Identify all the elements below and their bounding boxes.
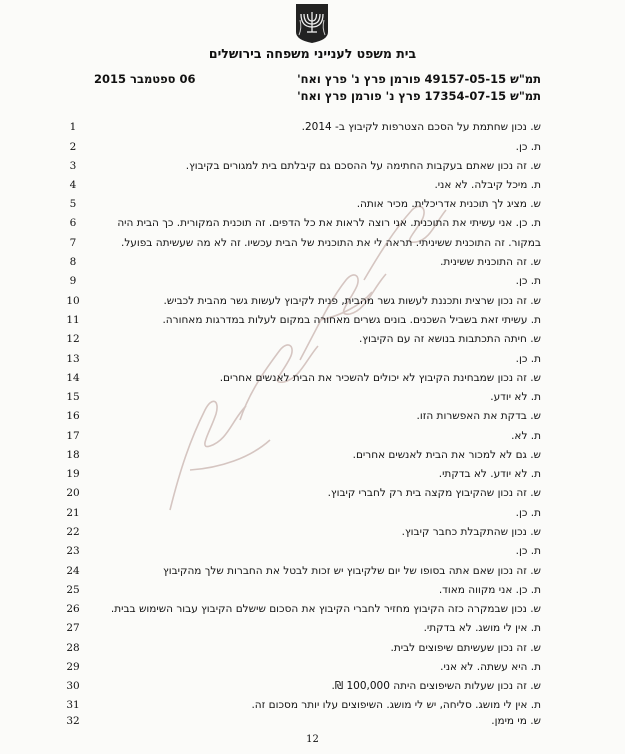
transcript-line bbox=[0, 237, 625, 255]
transcript-line bbox=[0, 295, 625, 313]
line-text: ת. כן. bbox=[515, 141, 541, 153]
line-text: ת. אין לי מושג. סליחה, יש לי מושג. השיפוצים עלו יותר מסכום זה. bbox=[251, 699, 541, 711]
transcript-line bbox=[0, 468, 625, 486]
line-number: 11 bbox=[66, 314, 80, 326]
line-text: ש. זה נכון שהקיבוץ מקצה בית רק לחברי קיבוץ. bbox=[327, 487, 541, 499]
line-text: ת. כן. bbox=[515, 275, 541, 287]
line-text: ש. זה נכון שמבחינת הקיבוץ לא יכולים להשכיר את הבית לאנשים אחרים. bbox=[219, 372, 541, 384]
line-text: ש. גם לא למכור את הבית לאנשים אחרים. bbox=[352, 449, 541, 461]
transcript-line bbox=[0, 121, 625, 139]
transcript-line bbox=[0, 715, 625, 733]
line-text: ת. לא יודע. bbox=[490, 391, 541, 403]
line-text: ש. בדקת את האפשרות הזו. bbox=[416, 410, 541, 422]
line-number: 32 bbox=[66, 715, 80, 727]
line-text: ת. מיכל קיבלה. לא אני. bbox=[434, 179, 541, 191]
line-text: ש. זה נכון שעשיתם שיפוצים לבית. bbox=[390, 642, 541, 654]
transcript-line bbox=[0, 642, 625, 660]
line-number: 15 bbox=[66, 391, 80, 403]
transcript-line bbox=[0, 603, 625, 621]
line-number: 9 bbox=[69, 275, 77, 287]
transcript-line bbox=[0, 314, 625, 332]
line-text: ת. כן. אני עשיתי את התוכנית. אני רוצה לראות את כל הדפים. זה תוכנית המקורית. כך הבית היה bbox=[117, 217, 541, 229]
transcript-line bbox=[0, 198, 625, 216]
page-number: 12 bbox=[306, 734, 319, 745]
line-number: 7 bbox=[69, 237, 77, 249]
line-text: ת. כן. bbox=[515, 545, 541, 557]
case-number-secondary: תמ"ש 17354-07-15 פרץ נ' פורמן פרץ ואח' bbox=[297, 89, 541, 103]
line-number: 10 bbox=[66, 295, 80, 307]
transcript-line bbox=[0, 680, 625, 698]
line-text: ש. זה נכון שאם אתה בסופו של יום שלקיבוץ יש זכות לבטל את החברות שלך מהקיבוץ bbox=[163, 565, 541, 577]
line-number: 3 bbox=[69, 160, 77, 172]
transcript-line bbox=[0, 160, 625, 178]
hearing-date: 06 ספטמבר 2015 bbox=[94, 72, 196, 86]
line-text: ש. מציג לך תוכנית אדריכלית. מכיר אותה. bbox=[356, 198, 541, 210]
line-number: 23 bbox=[66, 545, 80, 557]
line-number: 30 bbox=[66, 680, 80, 692]
line-number: 28 bbox=[66, 642, 80, 654]
line-number: 19 bbox=[66, 468, 80, 480]
transcript-line bbox=[0, 622, 625, 640]
line-number: 22 bbox=[66, 526, 80, 538]
line-text: ש. זה נכון שרצית ותכננת לעשות גשר מהבית, פנית לקיבוץ לעשות גשר מהבית לכביש. bbox=[163, 295, 541, 307]
line-text: ת. אין לי מושג. לא בדקתי. bbox=[423, 622, 541, 634]
line-number: 18 bbox=[66, 449, 80, 461]
transcript-line bbox=[0, 526, 625, 544]
line-text: ת. עשיתי זאת בשביל השכנים. בונים גשרים מאחורה במקום לעלות במדרגות מאחורה. bbox=[162, 314, 541, 326]
line-number: 12 bbox=[66, 333, 80, 345]
transcript-line bbox=[0, 333, 625, 351]
line-text: ת. כן. bbox=[515, 353, 541, 365]
line-text: ש. חיתה התכתבות בנושא זה עם הקיבוץ. bbox=[358, 333, 541, 345]
line-text: ש. זה התוכנית ששינית. bbox=[440, 256, 541, 268]
court-name: בית משפט לענייני משפחה בירושלים bbox=[208, 46, 417, 61]
transcript-line bbox=[0, 565, 625, 583]
line-number: 14 bbox=[66, 372, 80, 384]
line-number: 1 bbox=[69, 121, 77, 133]
line-number: 8 bbox=[69, 256, 77, 268]
transcript-line bbox=[0, 141, 625, 159]
line-number: 21 bbox=[66, 507, 80, 519]
line-number: 24 bbox=[66, 565, 80, 577]
transcript-line bbox=[0, 372, 625, 390]
transcript-line bbox=[0, 275, 625, 293]
line-number: 31 bbox=[66, 699, 80, 711]
line-text: במקור. זה התוכנית ששיניתי. תראה לי את התוכנית של הבית עכשיו. זה לא מה שעשיתה בפועל. bbox=[121, 237, 541, 249]
line-number: 25 bbox=[66, 584, 80, 596]
line-number: 2 bbox=[69, 141, 77, 153]
line-text: ש. נכון שהתקבלת כחבר קיבוץ. bbox=[401, 526, 541, 538]
line-text: ת. כן. אני מקווה מאוד. bbox=[438, 584, 541, 596]
transcript-line bbox=[0, 179, 625, 197]
line-text: ת. לא יודע. לא בדקתי. bbox=[438, 468, 541, 480]
transcript-line bbox=[0, 430, 625, 448]
transcript-line bbox=[0, 391, 625, 409]
transcript-line bbox=[0, 353, 625, 371]
transcript-line bbox=[0, 487, 625, 505]
transcript-line bbox=[0, 661, 625, 679]
line-text: ת. היא עשתה. לא אני. bbox=[440, 661, 541, 673]
line-number: 4 bbox=[69, 179, 77, 191]
line-text: ש. נכון שחתמת על הסכם הצטרפות לקיבוץ ב- 2014. bbox=[301, 121, 541, 133]
transcript-line bbox=[0, 584, 625, 602]
line-number: 5 bbox=[69, 198, 77, 210]
transcript-line bbox=[0, 256, 625, 274]
transcript-line bbox=[0, 410, 625, 428]
line-number: 16 bbox=[66, 410, 80, 422]
line-number: 26 bbox=[66, 603, 80, 615]
line-number: 27 bbox=[66, 622, 80, 634]
line-text: ת. כן. bbox=[515, 507, 541, 519]
line-number: 20 bbox=[66, 487, 80, 499]
line-text: ש. נכון שבמקרה כזה הקיבוץ מחזיר לחברי הקיבוץ את הסכום שישלם הקיבוץ עבור השימוש בבית. bbox=[110, 603, 541, 615]
line-text: ש. זה נכון שעלות השיפוצים היתה 100,000 ₪. bbox=[331, 680, 541, 692]
transcript-line bbox=[0, 217, 625, 235]
transcript-line bbox=[0, 449, 625, 467]
transcript-line bbox=[0, 507, 625, 525]
line-number: 13 bbox=[66, 353, 80, 365]
line-number: 6 bbox=[69, 217, 77, 229]
line-text: ת. לא. bbox=[511, 430, 541, 442]
line-text: ש. זה נכון שאתם בעקבות החתימה על ההסכם גם קיבלתם בית למגורים בקיבוץ. bbox=[185, 160, 541, 172]
case-number-primary: תמ"ש 49157-05-15 פורמן פרץ נ' פרץ ואח' bbox=[297, 72, 541, 86]
line-number: 29 bbox=[66, 661, 80, 673]
transcript-line bbox=[0, 545, 625, 563]
line-text: ש. מי מימן. bbox=[491, 715, 541, 727]
line-number: 17 bbox=[66, 430, 80, 442]
